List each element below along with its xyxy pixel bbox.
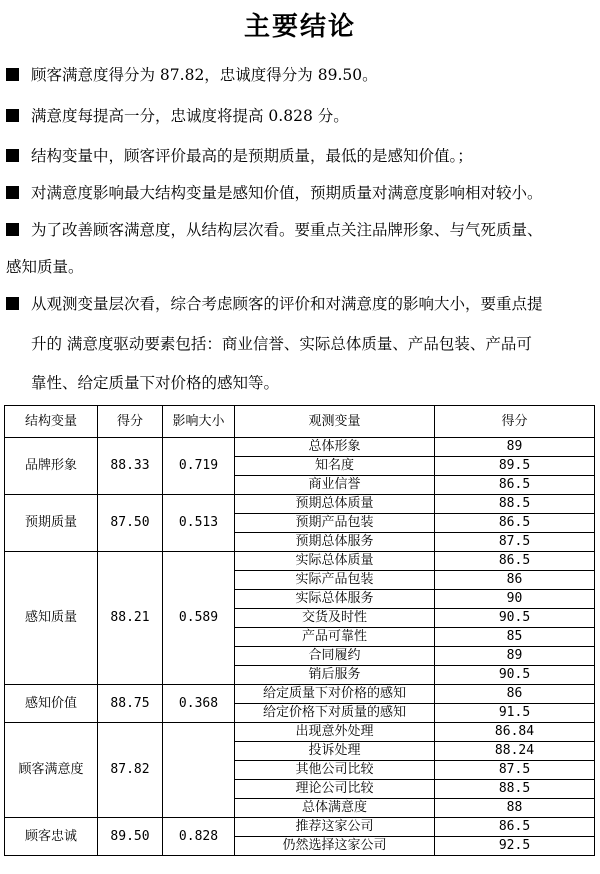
impact-cell: 0.368	[163, 685, 235, 723]
observed-variable-cell: 实际产品包装	[235, 571, 435, 590]
observed-score-cell: 88.5	[435, 780, 595, 799]
observed-score-cell: 87.5	[435, 533, 595, 552]
observed-variable-cell: 总体满意度	[235, 799, 435, 818]
score-table	[4, 405, 595, 856]
structure-score-cell: 88.33	[98, 438, 163, 495]
structure-variable-cell: 顾客满意度	[5, 723, 98, 818]
header-structure-variable: 结构变量	[5, 406, 98, 438]
table-header-row	[5, 406, 595, 438]
structure-variable-cell: 感知价值	[5, 685, 98, 723]
conclusion-5-continued: 感知质量。	[6, 258, 84, 276]
conclusion-2	[6, 99, 349, 134]
impact-cell: 0.828	[163, 818, 235, 856]
conclusion-text: 为了改善顾客满意度，从结构层次看。要重点关注品牌形象、与气死质量、	[31, 221, 543, 239]
conclusion-1	[6, 58, 378, 93]
observed-variable-cell: 销后服务	[235, 666, 435, 685]
observed-variable-cell: 理论公司比较	[235, 780, 435, 799]
observed-variable-cell: 给定质量下对价格的感知	[235, 685, 435, 704]
observed-variable-cell: 实际总体服务	[235, 590, 435, 609]
table-row	[5, 723, 595, 742]
observed-score-cell: 85	[435, 628, 595, 647]
structure-variable-cell: 顾客忠诚	[5, 818, 98, 856]
structure-variable-cell: 品牌形象	[5, 438, 98, 495]
observed-score-cell: 92.5	[435, 837, 595, 856]
observed-score-cell: 86.5	[435, 552, 595, 571]
table-body	[5, 438, 595, 856]
observed-score-cell: 87.5	[435, 761, 595, 780]
conclusion-text: 顾客满意度得分为 87.82，忠诚度得分为 89.50。	[31, 66, 378, 84]
observed-score-cell: 90.5	[435, 609, 595, 628]
table-row	[5, 552, 595, 571]
observed-variable-cell: 投诉处理	[235, 742, 435, 761]
structure-variable-cell: 预期质量	[5, 495, 98, 552]
observed-score-cell: 86	[435, 685, 595, 704]
observed-score-cell: 86.5	[435, 818, 595, 837]
observed-variable-cell: 推荐这家公司	[235, 818, 435, 837]
observed-variable-cell: 仍然选择这家公司	[235, 837, 435, 856]
header-observed-score: 得分	[435, 406, 595, 438]
observed-variable-cell: 实际总体质量	[235, 552, 435, 571]
observed-variable-cell: 商业信誉	[235, 476, 435, 495]
header-impact: 影响大小	[163, 406, 235, 438]
impact-cell: 0.589	[163, 552, 235, 685]
conclusion-5	[6, 213, 543, 248]
conclusion-6	[6, 287, 543, 322]
structure-score-cell: 88.75	[98, 685, 163, 723]
observed-score-cell: 89.5	[435, 457, 595, 476]
observed-score-cell: 91.5	[435, 704, 595, 723]
observed-score-cell: 86	[435, 571, 595, 590]
observed-variable-cell: 其他公司比较	[235, 761, 435, 780]
structure-score-cell: 89.50	[98, 818, 163, 856]
observed-score-cell: 86.5	[435, 476, 595, 495]
observed-score-cell: 90	[435, 590, 595, 609]
observed-variable-cell: 合同履约	[235, 647, 435, 666]
observed-score-cell: 86.5	[435, 514, 595, 533]
observed-variable-cell: 预期总体服务	[235, 533, 435, 552]
observed-variable-cell: 预期总体质量	[235, 495, 435, 514]
observed-variable-cell: 给定价格下对质量的感知	[235, 704, 435, 723]
conclusion-6-continued-2: 靠性、给定质量下对价格的感知等。	[31, 374, 280, 392]
impact-cell	[163, 723, 235, 818]
header-observed-variable: 观测变量	[235, 406, 435, 438]
conclusion-6-continued: 升的 满意度驱动要素包括：商业信誉、实际总体质量、产品包装、产品可	[31, 335, 532, 353]
conclusion-text: 从观测变量层次看，综合考虑顾客的评价和对满意度的影响大小，要重点提	[31, 295, 543, 313]
table-row	[5, 495, 595, 514]
square-bullet-icon	[6, 186, 19, 199]
structure-variable-cell: 感知质量	[5, 552, 98, 685]
conclusion-text: 对满意度影响最大结构变量是感知价值，预期质量对满意度影响相对较小。	[31, 184, 543, 202]
table-row	[5, 438, 595, 457]
observed-score-cell: 88.24	[435, 742, 595, 761]
observed-score-cell: 89	[435, 438, 595, 457]
header-score: 得分	[98, 406, 163, 438]
conclusion-text: 满意度每提高一分，忠诚度将提高 0.828 分。	[31, 107, 349, 125]
observed-variable-cell: 总体形象	[235, 438, 435, 457]
conclusion-4	[6, 176, 543, 211]
observed-variable-cell: 知名度	[235, 457, 435, 476]
observed-variable-cell: 产品可靠性	[235, 628, 435, 647]
observed-score-cell: 90.5	[435, 666, 595, 685]
table-row	[5, 685, 595, 704]
conclusion-3	[6, 139, 473, 174]
observed-variable-cell: 预期产品包装	[235, 514, 435, 533]
square-bullet-icon	[6, 68, 19, 81]
impact-cell: 0.513	[163, 495, 235, 552]
square-bullet-icon	[6, 109, 19, 122]
observed-variable-cell: 出现意外处理	[235, 723, 435, 742]
impact-cell: 0.719	[163, 438, 235, 495]
observed-score-cell: 89	[435, 647, 595, 666]
structure-score-cell: 88.21	[98, 552, 163, 685]
square-bullet-icon	[6, 223, 19, 236]
page-title: 主要结论	[243, 12, 356, 42]
observed-variable-cell: 交货及时性	[235, 609, 435, 628]
observed-score-cell: 88	[435, 799, 595, 818]
structure-score-cell: 87.50	[98, 495, 163, 552]
table-row	[5, 818, 595, 837]
structure-score-cell: 87.82	[98, 723, 163, 818]
square-bullet-icon	[6, 297, 19, 310]
observed-score-cell: 86.84	[435, 723, 595, 742]
square-bullet-icon	[6, 149, 19, 162]
conclusion-text: 结构变量中，顾客评价最高的是预期质量，最低的是感知价值。；	[31, 147, 473, 165]
observed-score-cell: 88.5	[435, 495, 595, 514]
